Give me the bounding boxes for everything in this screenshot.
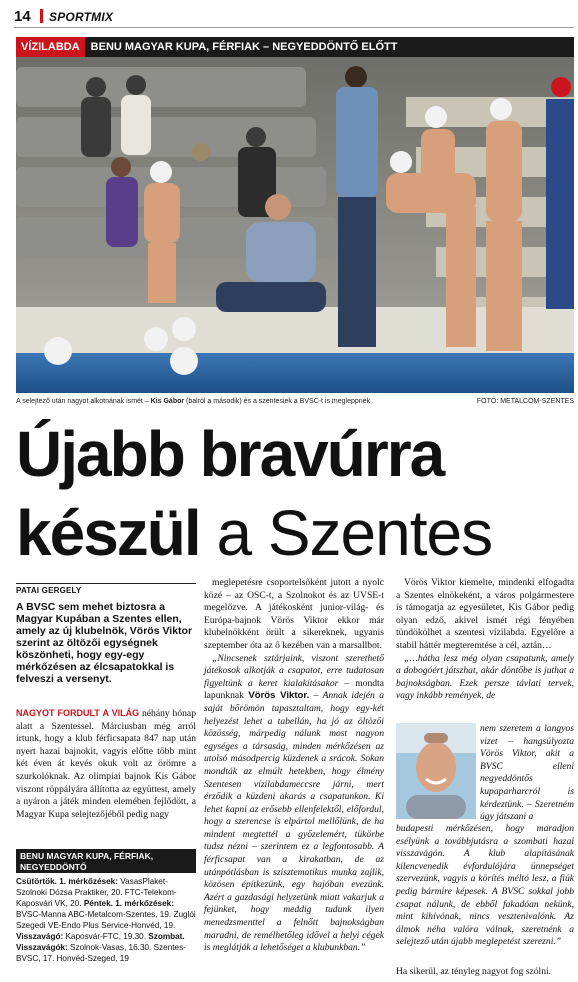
fixture-text-4: Szolnok-Vasas, 16.30. Szentes-BVSC, 17. Honvéd-Szeged, 19 [16,943,186,963]
quote-text-2: – Annak idején a saját bőrömön tapasztaltam, hogy egy-két helyezést lehet a tabellán, ha jó az öltözői közösség, márpedig nálunk most nagyon egységes a társaság, minden mérkőzésen az utolsó másodpercig küzdenek a srácok. Sokan mondták az elmúlt hetekben, hogy élmény Szentesen vízilabdameccsre járni, mert érződik a küzdeni akarás a csapatunkon. Ki lehet kapni az erősebb ellenfelektől, előfordul, hogy a szerencse is elpártol mellőlünk, de ha mindent megtettél a győzelemért, tükörbe tudsz nézni – szerintem ez a legfontosabb. A férficsapat van a kirakatban, de az utánpótlásban is szisztematikus munka zajlik, közösen építkezünk, egy hajóban evezünk. Azért a gazdasági helyzetünk miatt vakarjuk a fejünket, hogy meddig tudunk ilyen menedzsmenttel a felnőtt bajnokságban maradni, de remélhetőleg idővel a helyi cégek is meglátják a lehetőséget a klubunkban.” [204,690,384,954]
caption-text: A selejtező után nagyot alkotnának ismét – [16,398,151,405]
fixture-day-4: Szombat. Visszavágók: [16,932,185,952]
kicker-text: BENU MAGYAR KUPA, FÉRFIAK – NEGYEDDÖNTŐ ELŐTT [90,41,398,53]
water-polo-photo [16,57,574,393]
caption-name: Kis Gábor [150,398,185,405]
attribution-text: mondta lapunknak [204,677,384,702]
headline-thin-words: a Szentes [199,497,493,569]
quote-text-1: „Nincsenek sztárjaink, viszont szerethető játékosok alkotják a csapatot, erre tudatosan figyeltünk a keret kialakításakor – [204,652,384,689]
header-rule [14,27,574,28]
body-paragraph-3: Vörös Viktor kiemelte, mindenki elfogadta a Szentes elnökeként, a város polgármestere is támogatja az egyesületet, Kis Gábor pedig olyan edző, akivel ismét régi fényében tündökölhet a szentesi vízilabda. Egyelőre a stabil háttér megteremtése a cél, aztán… [396,577,574,651]
fixture-text-2: BVSC-Manna ABC-Metalcom-Szentes, 19. Zuglói Szegedi VE-Endo Plus Service-Honvéd, 19. [16,910,196,930]
fixture-text-1: VasasPlaket-Szolnoki Dózsa Praktiker, 20. FTC-Telekom-Kaposvári VK, 20. [16,877,177,908]
body-column-2 [204,577,384,955]
body-column-1 [16,708,196,821]
man-portrait-image [396,723,476,819]
side-text-2: hangsúlyozta Vörös Viktor, akit a BVSC elleni negyeddöntős kupaparharcról is kérdeztünk. – Szeretném úgy játszani a [480,735,574,823]
page-header [0,0,578,28]
fixtures-box-title: BENU MAGYAR KUPA, FÉRFIAK, NEGYEDDÖNTŐ [16,849,196,873]
quote-paragraph [204,653,384,955]
attribution-name: Vörös Viktor. [248,690,310,702]
headline-bold-word: készül [16,497,200,569]
fixture-day-3: Visszavágó: [16,932,64,941]
page-number: 14 [14,8,31,25]
article-kicker [16,37,574,57]
body-column-3 [396,577,574,703]
header-accent-bar [40,9,43,23]
fixtures-box [16,876,196,964]
portrait-photo [396,723,476,819]
lead-text: A BVSC sem mehet biztosra a Magyar Kupában a Szentes ellen, amely az új klubelnök, Vörös Viktor szerint az öltözői egységnek köszönheti, hogy egy-egy mérkőzésen az élcsapatokkal is felveszi a versenyt. [16,601,193,685]
byline-rule [16,583,196,584]
article-photo [16,57,574,393]
body-text-1: néhány hónap alatt a Szentessel. Márciusban még arról írtunk, hogy a klub férficsapata 847 nap után nyert hazai bajnokit, vagyis előtte több mint két éven át kevés okuk volt az örömre a szurkolóknak. Az olimpiai bajnok Kis Gábor viszont röppályára állította az együttest, amely a nyáron a játék minden elemében fejlődött, a Magyar Kupa selejtezőjéből pedig nagy [16,708,196,820]
kicker-tag: VÍZILABDA [16,37,85,57]
section-name: SPORTMIX [49,10,114,24]
quote-continued: budapesti mérkőzésen, hogy maradjon esélyünk a továbbjutásra a szombati hazai visszavágón. A klub alapításának kilencvenedik évfordulójára ünnepséget szervezünk, vagyis a körítés méltó lesz, a fiúk pedig bármire képesek. A BVSC sokkal jobb csapat nálunk, de ebből fakadóan nekünk, mint kihívónak, nincs vesztenivalónk. Az álmok néha valóra válnak, szeretnénk a selejtező után újabb meglepetést szerezni.” [396,823,574,948]
headline [16,414,576,572]
headline-line-1: Újabb bravúrra [16,418,444,490]
fixture-day-2: Péntek. 1. mérkőzések: [83,899,174,908]
caption-text-end: (balról a második) és a szentesiek a BVSC-t is megleppnék [184,398,371,405]
byline: PATAI GERGELY [16,586,82,595]
article-lead [16,601,196,685]
photo-credit: FOTÓ: METALCOM-SZENTES [476,398,574,405]
side-text [480,723,574,824]
fixture-day-1: Csütörtök. 1. mérkőzések: [16,877,118,886]
fixture-text-3: Kaposvár-FTC, 19.30. [63,932,149,941]
body-subhead: NAGYOT FORDULT A VILÁG [16,708,140,718]
quote-paragraph-3: „…hátha lesz még olyan csapatunk, amely a dobogóért játszhat, akár döntőbe is juthat a bajnokságban. Ezek persze távlati tervek, vagy inkább remények, de [396,652,574,702]
body-paragraph: meglepetésre csoportelsőként jutott a nyolc közé – az OSC-t, a Szolnokot és az UVSE-t megelőzve. A játékosként junior-világ- és Európa-bajnok Vörös Viktor ekkor már klubelnökként örült a sikereknek, ugyanis szeptember óta az ő kezében van a marsallbot. [204,577,384,651]
headline-line-2 [16,494,576,572]
side-text-1: nem szeretem a langyos vizet – [480,723,574,747]
closing-line: Ha sikerül, az tényleg nagyot fog szólni. [396,966,552,977]
